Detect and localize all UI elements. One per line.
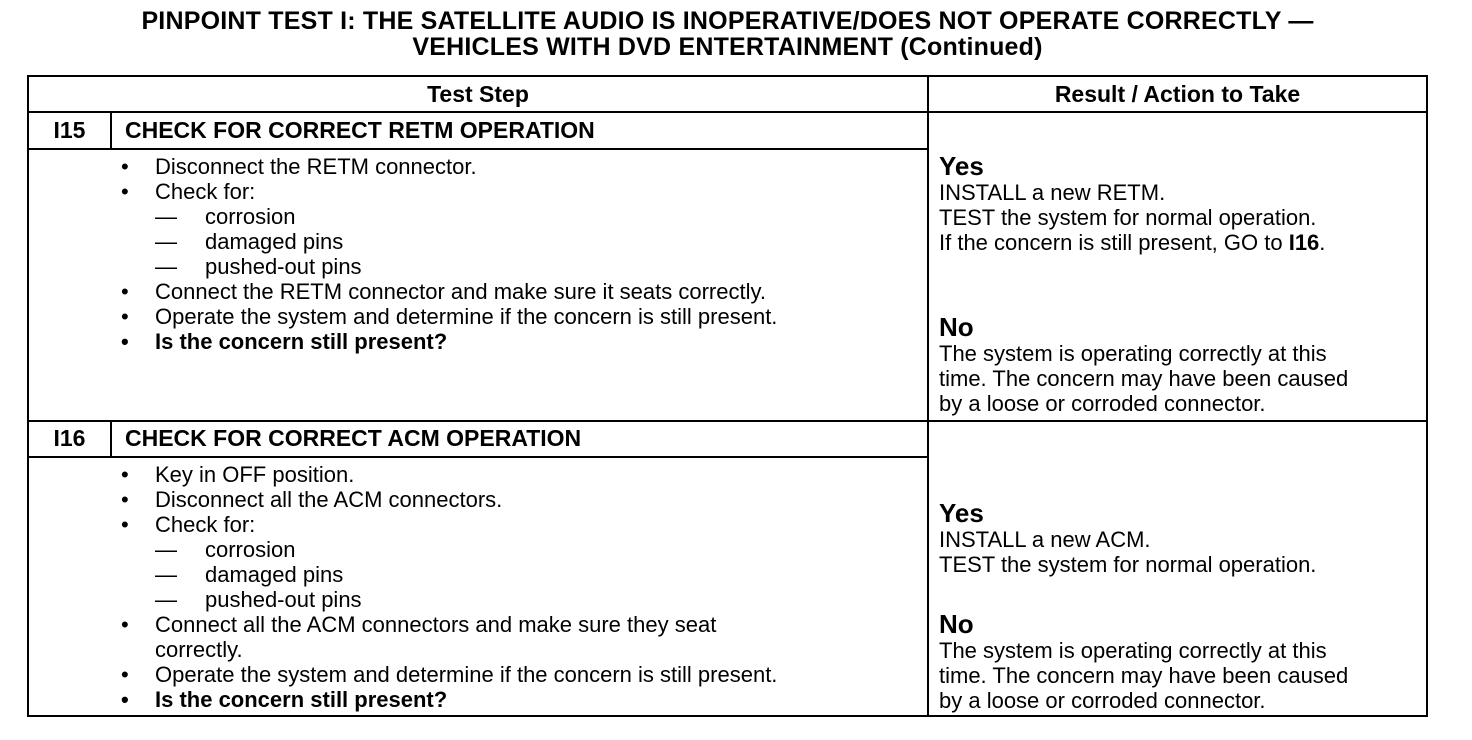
list-item-text: pushed-out pins — [205, 587, 362, 612]
list-item-text: damaged pins — [205, 562, 344, 587]
page-title — [0, 8, 1455, 60]
dash-mark: — — [155, 537, 177, 562]
result-line: by a loose or corroded connector. — [939, 688, 1266, 713]
result-goto-line — [939, 230, 1325, 255]
step-question: • Is the concern still present? — [121, 329, 777, 354]
list-item: • Key in OFF position. — [121, 462, 777, 487]
result-line: The system is operating correctly at this — [939, 341, 1327, 366]
result-line: INSTALL a new RETM. — [939, 180, 1166, 205]
list-item — [121, 204, 777, 229]
dash-mark: — — [155, 204, 177, 229]
list-item-text: pushed-out pins — [205, 254, 362, 279]
list-item — [121, 537, 777, 562]
step-number-divider-1 — [110, 113, 112, 148]
list-item: • Connect the RETM connector and make sure it seats correctly. — [121, 279, 777, 304]
header-divider — [29, 111, 1426, 113]
list-item-text: corrosion — [205, 204, 296, 229]
goto-step-link: I16 — [1288, 230, 1320, 255]
result-yes — [939, 499, 1316, 577]
result-no-label: No — [939, 609, 974, 639]
pinpoint-test-table — [27, 75, 1428, 717]
list-item: • Check for: — [121, 512, 777, 537]
step-instructions — [121, 462, 777, 712]
step-title-divider-2 — [29, 456, 927, 458]
result-yes-label: Yes — [939, 151, 984, 181]
result-line: time. The concern may have been caused — [939, 663, 1349, 688]
goto-text: If the concern is still present, GO to — [939, 230, 1289, 255]
step-number-divider-2 — [110, 422, 112, 456]
list-item — [121, 562, 777, 587]
list-item — [121, 254, 777, 279]
result-line: TEST the system for normal operation. — [939, 552, 1317, 577]
step-title: CHECK FOR CORRECT ACM OPERATION — [125, 425, 582, 451]
result-no — [939, 610, 1348, 713]
title-line-2: VEHICLES WITH DVD ENTERTAINMENT (Continued) — [412, 33, 1043, 61]
header-result: Result / Action to Take — [1054, 81, 1301, 107]
result-yes-label: Yes — [939, 498, 984, 528]
list-item: • Disconnect all the ACM connectors. — [121, 487, 777, 512]
list-item: • Operate the system and determine if the concern is still present. — [121, 304, 777, 329]
dash-mark: — — [155, 254, 177, 279]
list-item-text: damaged pins — [205, 229, 344, 254]
title-line-1: PINPOINT TEST I: THE SATELLITE AUDIO IS INOPERATIVE/DOES NOT OPERATE CORRECTLY — — [141, 7, 1314, 35]
goto-suffix: . — [1319, 230, 1326, 255]
result-line: INSTALL a new ACM. — [939, 527, 1151, 552]
result-line: by a loose or corroded connector. — [939, 391, 1266, 416]
list-item: • Disconnect the RETM connector. — [121, 154, 777, 179]
step-number: I16 — [53, 425, 86, 451]
row-divider — [29, 420, 1426, 422]
step-title: CHECK FOR CORRECT RETM OPERATION — [125, 117, 595, 143]
list-item: • Check for: — [121, 179, 777, 204]
step-title-divider-1 — [29, 148, 927, 150]
list-item: • Operate the system and determine if the concern is still present. — [121, 662, 777, 687]
dash-mark: — — [155, 229, 177, 254]
step-instructions — [121, 154, 777, 354]
result-line: The system is operating correctly at this — [939, 638, 1327, 663]
result-yes — [939, 152, 1325, 255]
list-item-text: corrosion — [205, 537, 296, 562]
result-no-label: No — [939, 312, 974, 342]
header-test-step: Test Step — [427, 81, 529, 107]
column-divider — [927, 77, 929, 715]
dash-mark: — — [155, 562, 177, 587]
result-line: TEST the system for normal operation. — [939, 205, 1317, 230]
list-item — [121, 587, 777, 612]
list-item: • Connect all the ACM connectors and make sure they seat — [121, 612, 777, 637]
dash-mark: — — [155, 587, 177, 612]
list-item-continuation: correctly. — [155, 637, 243, 662]
result-line: time. The concern may have been caused — [939, 366, 1349, 391]
list-item — [121, 229, 777, 254]
step-number: I15 — [53, 117, 86, 143]
result-no — [939, 313, 1348, 416]
step-question: • Is the concern still present? — [121, 687, 777, 712]
